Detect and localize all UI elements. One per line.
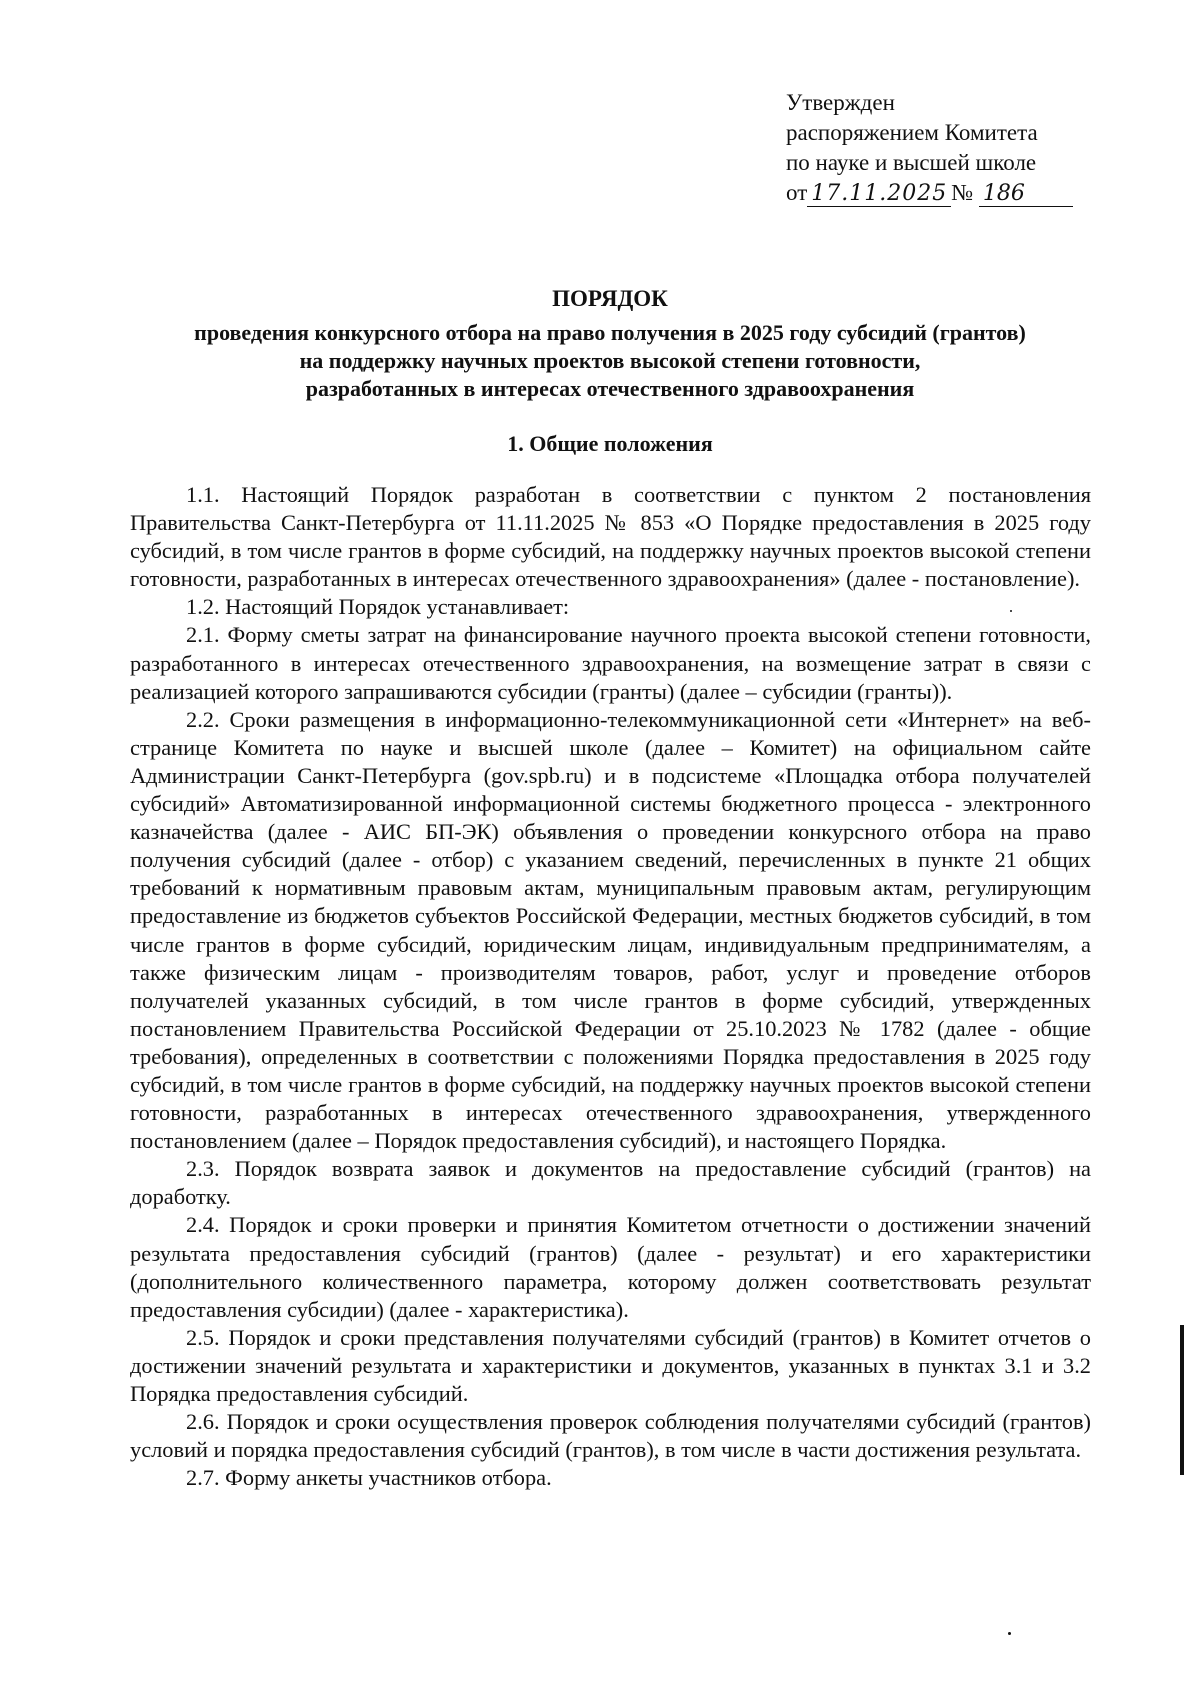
paragraph-2-3: 2.3. Порядок возврата заявок и документов на предоставление субсидий (грантов) на доработку. bbox=[130, 1156, 1091, 1210]
paragraph-1-1: 1.1. Настоящий Порядок разработан в соответствии с пунктом 2 постановления Правительства Санкт-Петербурга от 11.11.2025 № 853 «О Порядке предоставления в 2025 году субсидий, в том числе грантов в форме субсидий, на поддержку научных проектов высокой степени готовности, разработанных в интересах отечественного здравоохранения» (далее - постановление). bbox=[130, 482, 1091, 592]
paragraph-2-5: 2.5. Порядок и сроки представления получателями субсидий (грантов) в Комитет отчетов о достижении значений результата и характеристики и документов, указанных в пунктах 3.1 и 3.2 Порядка предоставления субсидий. bbox=[130, 1324, 1091, 1406]
approval-block bbox=[786, 88, 1073, 208]
approval-line-2: распоряжением Комитета bbox=[786, 120, 1038, 145]
subtitle-line-3: разработанных в интересах отечественного здравоохранения bbox=[305, 376, 915, 401]
scan-dot-mark bbox=[1008, 1632, 1011, 1635]
paragraph-2-1: 2.1. Форму сметы затрат на финансирование научного проекта высокой степени готовности, разработанного в интересах отечественного здравоохранения, на возмещение затрат в связи с реализацией которого запрашиваются субсидии (гранты) (далее – субсидии (гранты)). bbox=[130, 622, 1091, 704]
handwritten-number: 186 bbox=[979, 182, 1073, 207]
number-sign: № bbox=[951, 180, 974, 205]
subtitle-line-2: на поддержку научных проектов высокой степени готовности, bbox=[299, 348, 921, 373]
handwritten-date: 17.11.2025 bbox=[807, 182, 951, 207]
approval-line-1: Утвержден bbox=[786, 90, 895, 115]
scan-edge-mark bbox=[1180, 1325, 1184, 1475]
paragraph-2-7: 2.7. Форму анкеты участников отбора. bbox=[186, 1465, 552, 1491]
document-subtitle bbox=[130, 319, 1090, 403]
paragraph-2-6: 2.6. Порядок и сроки осуществления проверок соблюдения получателями субсидий (грантов) условий и порядка предоставления субсидий (грантов), в том числе в части достижения результата. bbox=[130, 1409, 1091, 1463]
subtitle-line-1: проведения конкурсного отбора на право получения в 2025 году субсидий (грантов) bbox=[194, 320, 1026, 345]
approval-line-3: по науке и высшей школе bbox=[786, 150, 1037, 175]
document-title: ПОРЯДОК bbox=[552, 286, 668, 311]
approval-from-label: от bbox=[786, 180, 808, 205]
approval-date-line bbox=[786, 178, 1073, 208]
section-heading: 1. Общие положения bbox=[507, 431, 713, 456]
paragraph-1-2: 1.2. Настоящий Порядок устанавливает: bbox=[186, 594, 570, 620]
paragraph-2-4: 2.4. Порядок и сроки проверки и принятия Комитетом отчетности о достижении значений результата предоставления субсидий (грантов) (далее - результат) и его характеристики (дополнительного количественного параметра, которому должен соответствовать результат предоставления субсидии) (далее - характеристика). bbox=[130, 1212, 1091, 1322]
document-body bbox=[130, 481, 1091, 1492]
paragraph-2-2: 2.2. Сроки размещения в информационно-телекоммуникационной сети «Интернет» на веб-странице Комитета по науке и высшей школе (далее – Комитет) на официальном сайте Администрации Санкт-Петербурга (gov.spb.ru) и в подсистеме «Площадка отбора получателей субсидий» Автоматизированной информационной системы бюджетного процесса - электронного казначейства (далее - АИС БП-ЭК) объявления о проведении конкурсного отбора на право получения субсидий (далее - отбор) с указанием сведений, перечисленных в пункте 21 общих требований к нормативным правовым актам, муниципальным правовым актам, регулирующим предоставление из бюджетов субъектов Российской Федерации, местных бюджетов субсидий, в том числе грантов в форме субсидий, юридическим лицам, индивидуальным предпринимателям, а также физическим лицам - производителям товаров, работ, услуг и проведение отборов получателей указанных субсидий, в том числе грантов в форме субсидий, утвержденных постановлением Правительства Российской Федерации от 25.10.2023 № 1782 (далее - общие требования), определенных в соответствии с положениями Порядка предоставления в 2025 году субсидий, в том числе грантов в форме субсидий, на поддержку научных проектов высокой степени готовности, разработанных в интересах отечественного здравоохранения, утвержденного постановлением (далее – Порядок предоставления субсидий), и настоящего Порядка. bbox=[130, 706, 1091, 1154]
scan-dot-mark-2 bbox=[1010, 610, 1012, 612]
